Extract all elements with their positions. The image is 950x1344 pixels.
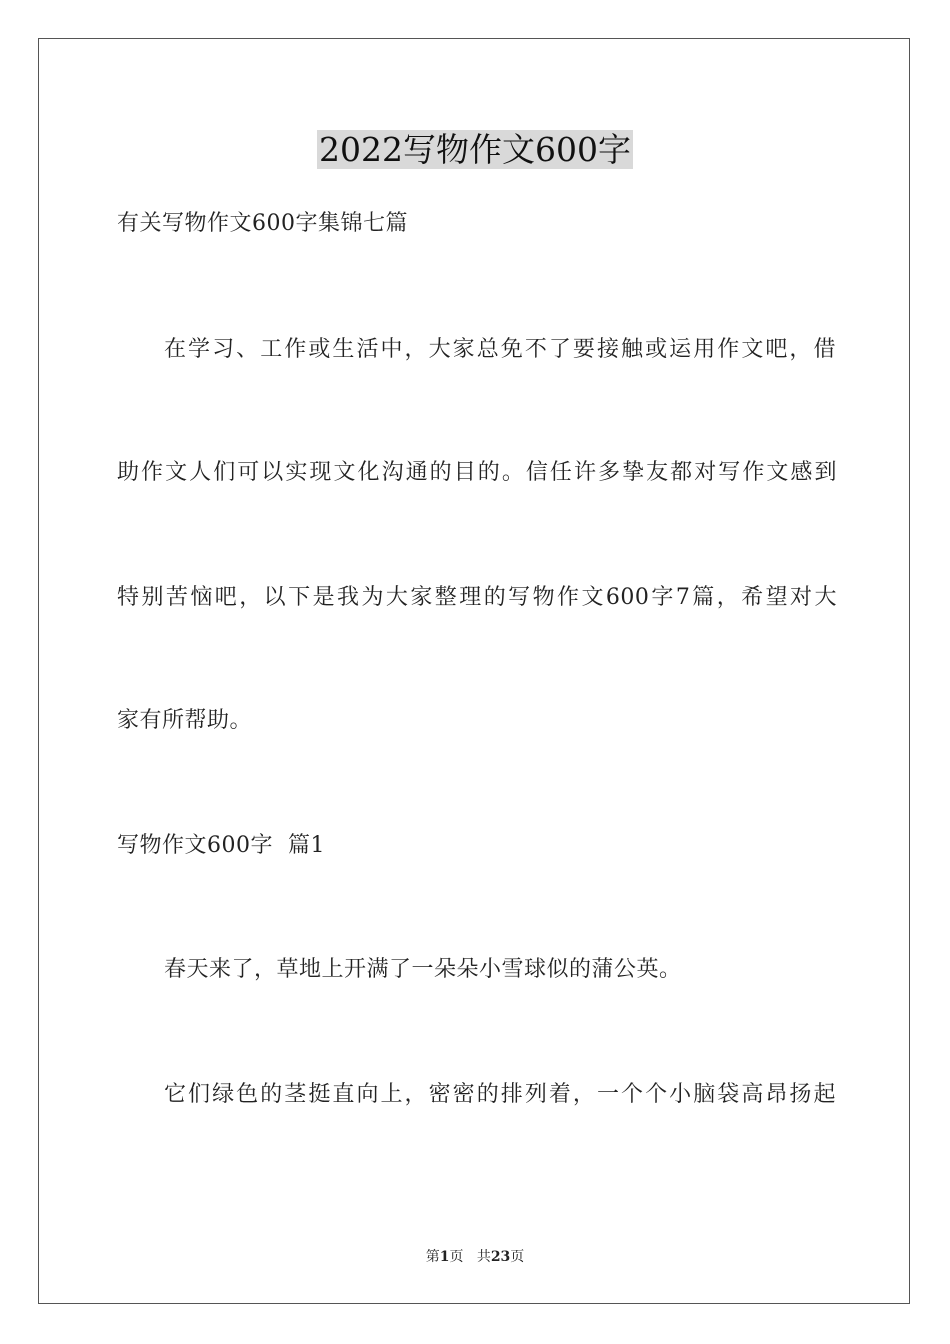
intro-line-4: 家有所帮助。: [117, 708, 253, 733]
document-subtitle: 有关写物作文600字集锦七篇: [117, 211, 408, 236]
footer-total-prefix: 共: [476, 1249, 491, 1265]
document-title: [0, 128, 950, 172]
body-line-1: 春天来了，草地上开满了一朵朵小雪球似的蒲公英。: [164, 957, 682, 982]
footer-page-suffix: 页: [449, 1249, 464, 1265]
footer-total-pages: 23: [490, 1249, 511, 1265]
page-footer: [0, 1246, 950, 1266]
footer-page-number: 1: [439, 1249, 450, 1265]
footer-total-suffix: 页: [510, 1249, 525, 1265]
intro-line-2: 助作文人们可以实现文化沟通的目的。信任许多挚友都对写作文感到: [117, 460, 837, 485]
section-heading: 写物作文600字 篇1: [117, 833, 325, 858]
intro-line-1: 在学习、工作或生活中，大家总免不了要接触或运用作文吧，借: [164, 337, 836, 362]
body-line-2: 它们绿色的茎挺直向上，密密的排列着，一个个小脑袋高昂扬起: [164, 1082, 836, 1107]
footer-prefix: 第: [425, 1249, 440, 1265]
document-title-text: 2022写物作文600字: [319, 130, 631, 169]
intro-line-3: 特别苦恼吧，以下是我为大家整理的写物作文600字7篇，希望对大: [117, 585, 837, 610]
